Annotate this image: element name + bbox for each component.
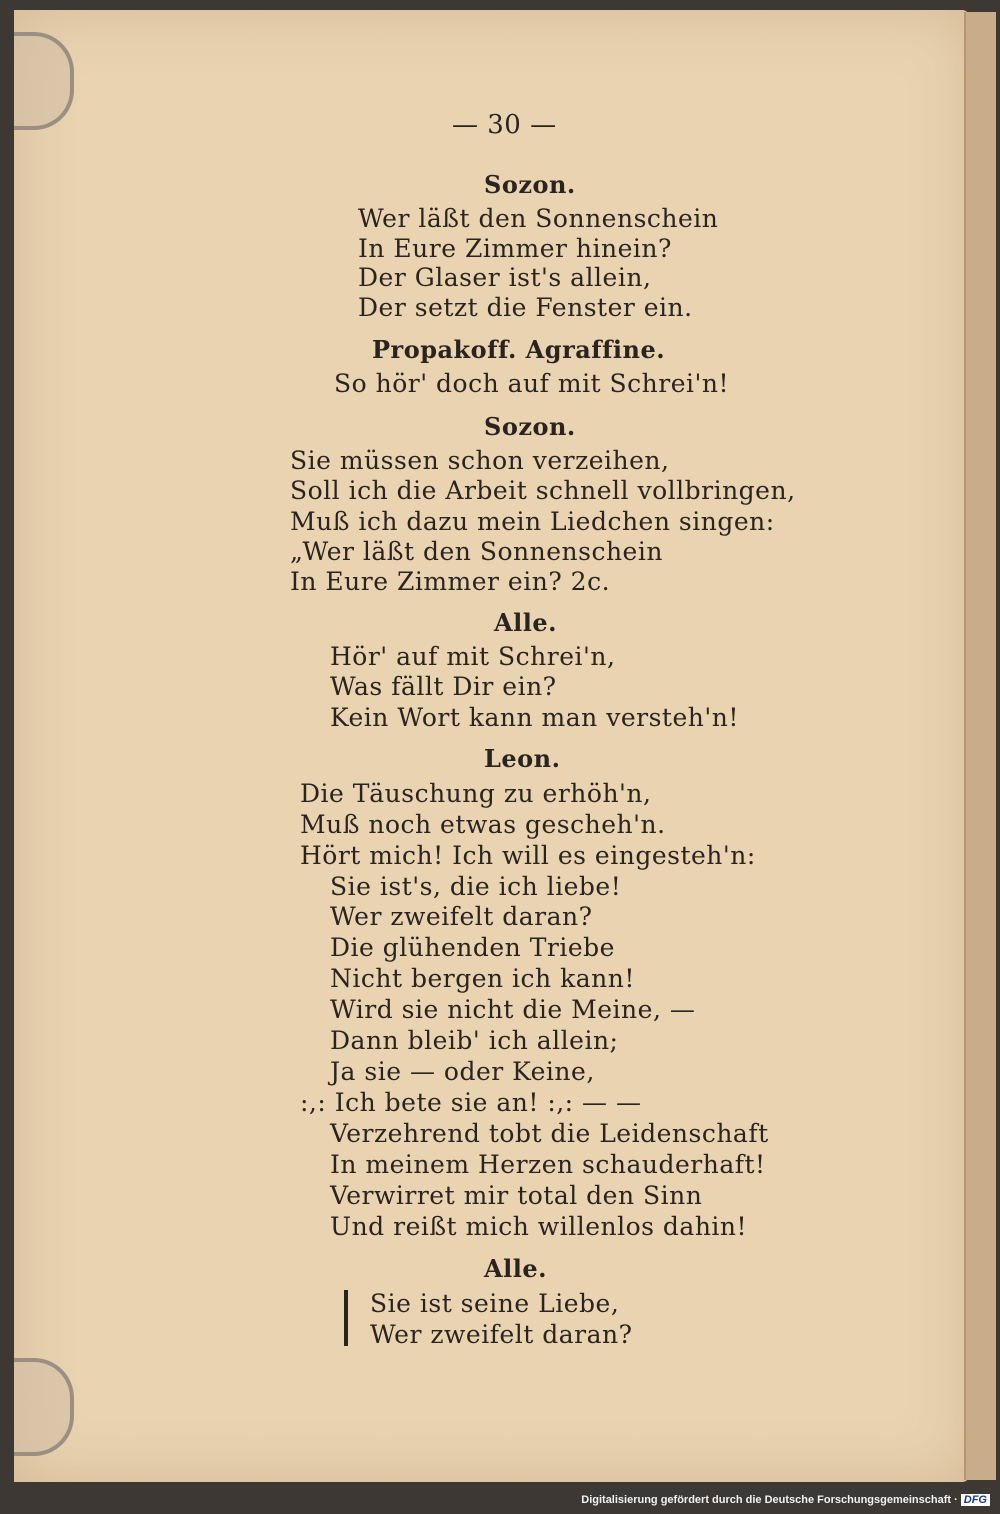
verse-line: Wer läßt den Sonnenschein xyxy=(358,204,719,233)
verse-line: Kein Wort kann man versteh'n! xyxy=(330,703,739,732)
verse-line: Der Glaser ist's allein, xyxy=(358,263,652,292)
verse-line: Hör' auf mit Schrei'n, xyxy=(330,642,616,671)
dfg-logo-icon: DFG xyxy=(961,1494,990,1506)
verse-line: Die glühenden Triebe xyxy=(330,933,615,962)
verse-line: So hör' doch auf mit Schrei'n! xyxy=(334,369,730,398)
speaker-heading: Alle. xyxy=(484,1254,547,1283)
footer-text: Digitalisierung gefördert durch die Deutsche Forschungsgemeinschaft · xyxy=(581,1494,958,1506)
verse-line: In meinem Herzen schauderhaft! xyxy=(330,1150,766,1179)
verse-line: Was fällt Dir ein? xyxy=(330,672,557,701)
verse-line: Die Täuschung zu erhöh'n, xyxy=(300,779,652,808)
verse-line: Verzehrend tobt die Leidenschaft xyxy=(330,1119,769,1148)
page-number: — 30 — xyxy=(452,110,557,140)
speaker-heading: Leon. xyxy=(484,744,561,773)
verse-line: Soll ich die Arbeit schnell vollbringen, xyxy=(290,476,796,505)
verse-line: Muß noch etwas gescheh'n. xyxy=(300,810,666,839)
verse-line: „Wer läßt den Sonnenschein xyxy=(290,537,663,566)
digitization-footer xyxy=(581,1494,990,1506)
verse-line: Der setzt die Fenster ein. xyxy=(358,293,693,322)
verse-line: Dann bleib' ich allein; xyxy=(330,1026,619,1055)
verse-line: Nicht bergen ich kann! xyxy=(330,964,635,993)
verse-line: Sie ist seine Liebe, xyxy=(370,1289,620,1318)
verse-line: Und reißt mich willenlos dahin! xyxy=(330,1212,748,1241)
verse-line: Wer zweifelt daran? xyxy=(330,902,593,931)
verse-line: Sie müssen schon verzeihen, xyxy=(290,446,670,475)
verse-line: Wer zweifelt daran? xyxy=(370,1320,633,1349)
verse-line: :,: Ich bete sie an! :,: — — xyxy=(300,1088,642,1117)
verse-line: Wird sie nicht die Meine, — xyxy=(330,995,696,1024)
speaker-heading: Sozon. xyxy=(484,412,576,441)
speaker-heading: Alle. xyxy=(494,608,557,637)
verse-line: Hört mich! Ich will es eingesteh'n: xyxy=(300,841,756,870)
verse-line: In Eure Zimmer hinein? xyxy=(358,234,672,263)
brace-bracket xyxy=(344,1290,348,1346)
speaker-heading: Sozon. xyxy=(484,170,576,199)
verse-line: Verwirret mir total den Sinn xyxy=(330,1181,703,1210)
verse-line: In Eure Zimmer ein? 2c. xyxy=(290,567,611,596)
verse-line: Muß ich dazu mein Liedchen singen: xyxy=(290,507,775,536)
verse-line: Sie ist's, die ich liebe! xyxy=(330,872,622,901)
verse-line: Ja sie — oder Keine, xyxy=(330,1057,595,1086)
speaker-heading: Propakoff. Agraffine. xyxy=(372,335,666,364)
